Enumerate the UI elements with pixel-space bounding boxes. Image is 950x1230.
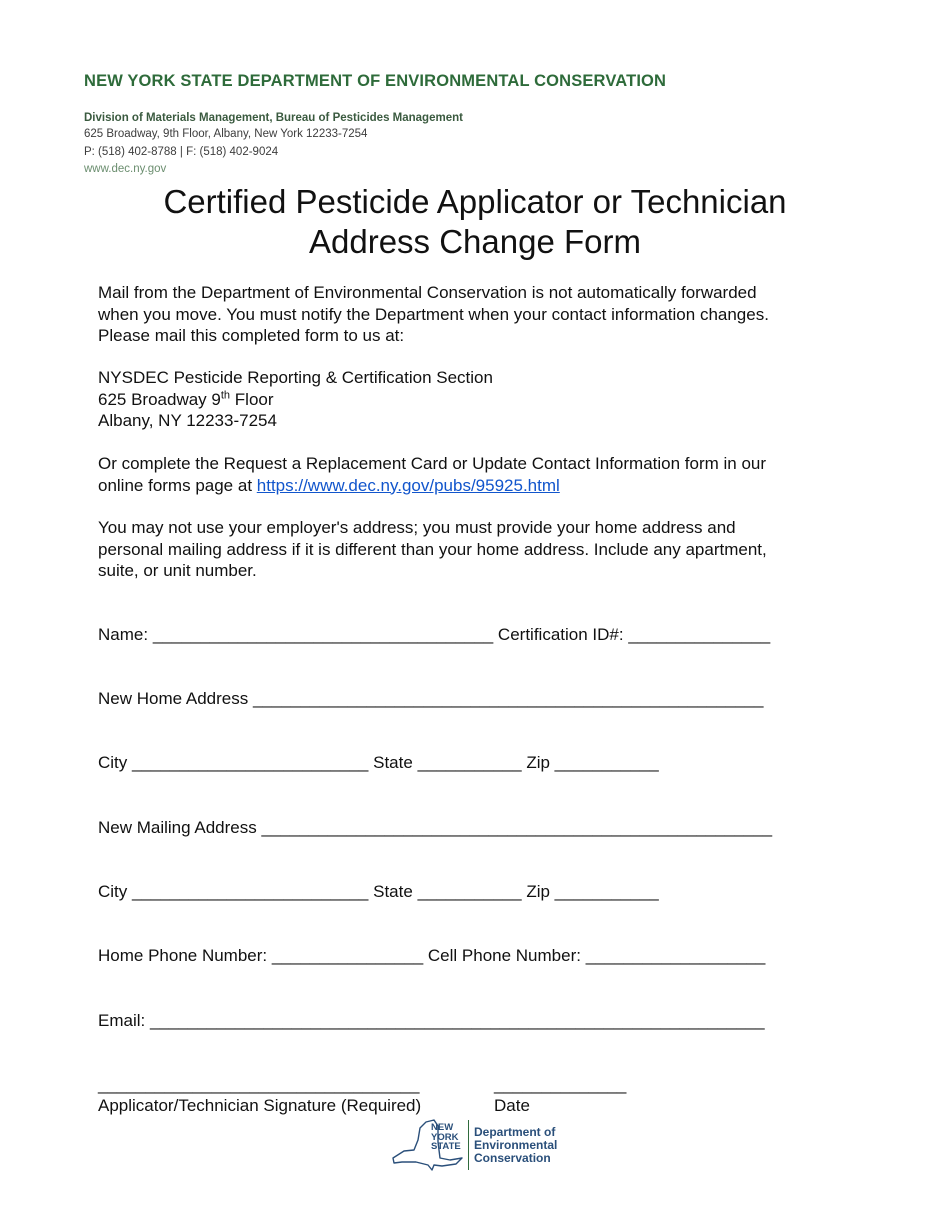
mailing-address-label: New Mailing Address (98, 818, 257, 837)
intro-line: when you move. You must notify the Department when your contact information changes. (98, 304, 769, 324)
mailing-address-block (98, 367, 493, 432)
certification-id-label: Certification ID#: (497, 625, 624, 644)
address-note-paragraph (98, 517, 767, 582)
date-label: Date (494, 1096, 530, 1115)
zip-label: Zip (526, 882, 550, 901)
address-note-line: You may not use your employer's address; you must provide your home address and (98, 518, 736, 537)
home-zip-field[interactable]: ___________ (554, 753, 659, 772)
phone-row (98, 946, 765, 966)
online-paragraph (98, 453, 766, 496)
online-line: Or complete the Request a Replacement Card or Update Contact Information form in our (98, 454, 767, 473)
mailing-address-row (98, 818, 772, 838)
home-address-label: New Home Address (98, 689, 249, 708)
name-cert-row (98, 625, 770, 645)
signature-label: Applicator/Technician Signature (Required) (98, 1096, 422, 1115)
home-city-field[interactable]: _________________________ (132, 753, 369, 772)
email-field[interactable]: _________________________________________________________________ (149, 1011, 765, 1030)
online-form-link[interactable]: https://www.dec.ny.gov/pubs/95925.html (256, 475, 560, 495)
mailing-line: NYSDEC Pesticide Reporting & Certification Section (98, 368, 493, 387)
logo-department-text: Department of Environmental Conservation (474, 1125, 558, 1165)
mailing-state-field[interactable]: ___________ (417, 882, 522, 901)
home-address-field[interactable]: ______________________________________________________ (252, 689, 764, 708)
logo-state-text: NEW YORK STATE (431, 1122, 461, 1152)
home-phone-field[interactable]: ________________ (271, 946, 424, 965)
state-label: State (373, 882, 413, 901)
address-note-line: suite, or unit number. (98, 561, 257, 580)
state-label: State (373, 753, 413, 772)
intro-line: Mail from the Department of Environmental Conservation is not automatically forwarded (98, 283, 757, 302)
division-name: Division of Materials Management, Bureau of Pesticides Management (84, 112, 463, 124)
page-subtitle: Address Change Form (309, 223, 641, 260)
email-label: Email: (98, 1011, 146, 1030)
page-title: Certified Pesticide Applicator or Technician (163, 183, 787, 220)
agency-phone-fax: P: (518) 402-8788 | F: (518) 402-9024 (84, 146, 279, 158)
home-address-row (98, 689, 764, 709)
mailing-address-field[interactable]: ______________________________________________________ (261, 818, 773, 837)
email-row (98, 1011, 765, 1031)
online-line: online forms page at https://www.dec.ny.gov/pubs/95925.html (98, 475, 560, 495)
mailing-line: Albany, NY 12233-7254 (98, 411, 277, 430)
cell-phone-label: Cell Phone Number: (427, 946, 581, 965)
mailing-line: 625 Broadway 9th Floor (98, 388, 274, 409)
mailing-city-field[interactable]: _________________________ (132, 882, 369, 901)
mailing-city-row (98, 882, 659, 902)
name-label: Name: (98, 625, 149, 644)
city-label: City (98, 753, 128, 772)
agency-website: www.dec.ny.gov (84, 163, 167, 175)
date-field[interactable]: ______________ (494, 1075, 627, 1094)
zip-label: Zip (526, 753, 550, 772)
address-note-line: personal mailing address if it is different than your home address. Include any apartment, (98, 539, 767, 559)
intro-line: Please mail this completed form to us at: (98, 326, 405, 345)
home-city-row (98, 753, 659, 773)
name-field[interactable]: ____________________________________ (152, 625, 494, 644)
mailing-zip-field[interactable]: ___________ (554, 882, 659, 901)
intro-paragraph (98, 282, 769, 347)
nysdec-footer-logo (390, 1118, 570, 1172)
agency-name: NEW YORK STATE DEPARTMENT OF ENVIRONMENTAL CONSERVATION (84, 72, 667, 90)
agency-address: 625 Broadway, 9th Floor, Albany, New York 12233-7254 (84, 128, 368, 140)
signature-field[interactable]: __________________________________ (98, 1075, 420, 1094)
city-label: City (98, 882, 128, 901)
cell-phone-field[interactable]: ___________________ (585, 946, 766, 965)
home-phone-label: Home Phone Number: (98, 946, 268, 965)
home-state-field[interactable]: ___________ (417, 753, 522, 772)
logo-divider (468, 1120, 469, 1170)
certification-id-field[interactable]: _______________ (628, 625, 771, 644)
